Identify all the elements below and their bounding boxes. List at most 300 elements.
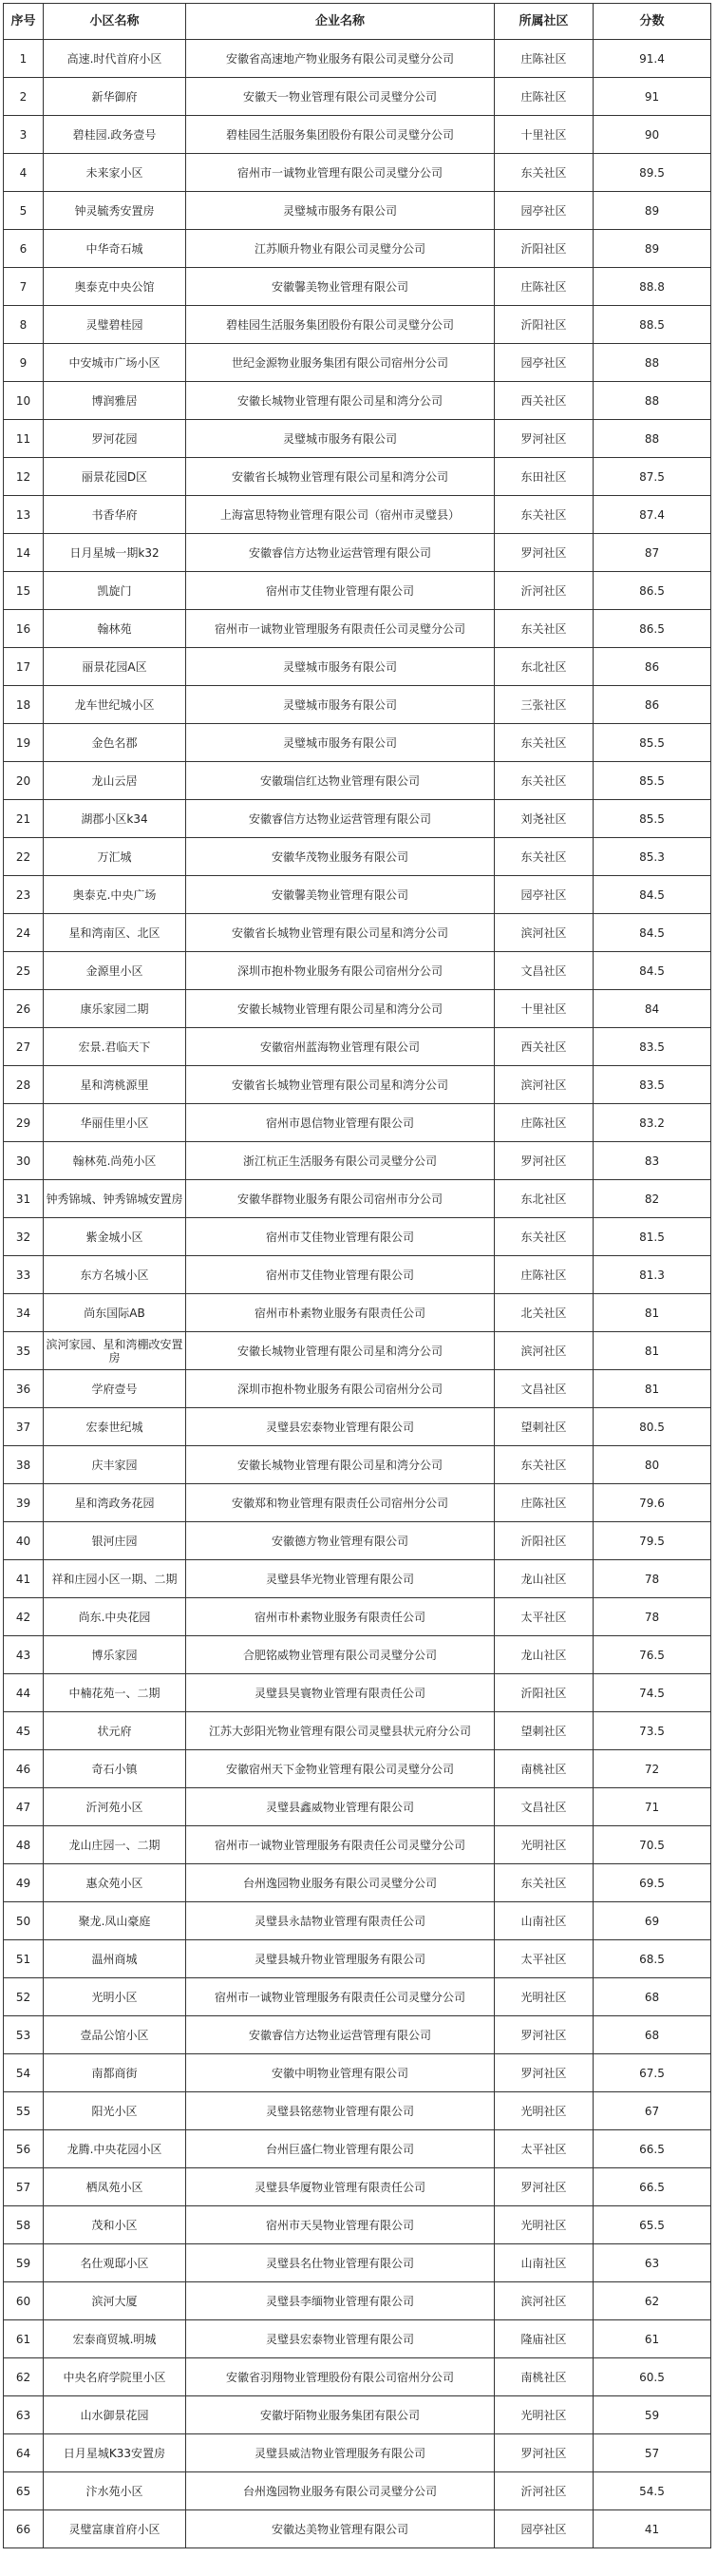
cell-index: 20 — [4, 762, 44, 800]
cell-company-name: 台州逸园物业服务有限公司灵璧分公司 — [186, 1864, 495, 1902]
cell-community-name: 康乐家园二期 — [44, 990, 186, 1028]
cell-district: 罗河社区 — [495, 534, 594, 572]
cell-company-name: 宿州市艾佳物业管理有限公司 — [186, 1218, 495, 1256]
cell-score: 66.5 — [594, 2130, 711, 2168]
table-row — [4, 268, 711, 306]
cell-score: 81 — [594, 1332, 711, 1370]
cell-district: 庄陈社区 — [495, 1256, 594, 1294]
cell-index: 22 — [4, 838, 44, 876]
cell-district: 光明社区 — [495, 1978, 594, 2016]
table-row — [4, 686, 711, 724]
cell-community-name: 日月星城K33安置房 — [44, 2434, 186, 2472]
table-row — [4, 192, 711, 230]
cell-district: 光明社区 — [495, 2206, 594, 2244]
cell-company-name: 碧桂园生活服务集团股份有限公司灵璧分公司 — [186, 306, 495, 344]
cell-company-name: 灵璧城市服务有限公司 — [186, 192, 495, 230]
cell-index: 66 — [4, 2510, 44, 2548]
cell-community-name: 新华御府 — [44, 78, 186, 116]
cell-index: 9 — [4, 344, 44, 382]
score-table-container — [3, 3, 710, 2548]
cell-index: 15 — [4, 572, 44, 610]
table-row — [4, 344, 711, 382]
cell-company-name: 灵璧县昊寰物业管理有限责任公司 — [186, 1674, 495, 1712]
cell-district: 沂阳社区 — [495, 1522, 594, 1560]
cell-score: 76.5 — [594, 1636, 711, 1674]
cell-score: 90 — [594, 116, 711, 154]
cell-index: 35 — [4, 1332, 44, 1370]
table-header-row — [4, 4, 711, 40]
cell-score: 81 — [594, 1294, 711, 1332]
cell-index: 56 — [4, 2130, 44, 2168]
cell-community-name: 庆丰家园 — [44, 1446, 186, 1484]
cell-district: 南桃社区 — [495, 1750, 594, 1788]
cell-index: 51 — [4, 1940, 44, 1978]
cell-index: 23 — [4, 876, 44, 914]
cell-index: 14 — [4, 534, 44, 572]
cell-district: 罗河社区 — [495, 2168, 594, 2206]
table-row — [4, 724, 711, 762]
cell-district: 太平社区 — [495, 2130, 594, 2168]
cell-index: 32 — [4, 1218, 44, 1256]
cell-community-name: 宏泰世纪城 — [44, 1408, 186, 1446]
cell-index: 25 — [4, 952, 44, 990]
cell-company-name: 安徽馨美物业管理有限公司 — [186, 268, 495, 306]
cell-community-name: 龙车世纪城小区 — [44, 686, 186, 724]
cell-community-name: 尚东国际AB — [44, 1294, 186, 1332]
cell-company-name: 宿州市天昊物业管理有限公司 — [186, 2206, 495, 2244]
cell-district: 东关社区 — [495, 154, 594, 192]
table-row — [4, 1522, 711, 1560]
table-row — [4, 1332, 711, 1370]
cell-community-name: 龙山庄园一、二期 — [44, 1826, 186, 1864]
cell-community-name: 金色名郡 — [44, 724, 186, 762]
cell-district: 园亭社区 — [495, 876, 594, 914]
table-row — [4, 1978, 711, 2016]
cell-score: 66.5 — [594, 2168, 711, 2206]
cell-index: 64 — [4, 2434, 44, 2472]
cell-company-name: 安徽省高速地产物业服务有限公司灵璧分公司 — [186, 40, 495, 78]
cell-district: 太平社区 — [495, 1598, 594, 1636]
cell-index: 39 — [4, 1484, 44, 1522]
cell-community-name: 星和湾南区、北区 — [44, 914, 186, 952]
cell-company-name: 世纪金源物业服务集团有限公司宿州分公司 — [186, 344, 495, 382]
cell-score: 85.5 — [594, 800, 711, 838]
cell-score: 85.5 — [594, 762, 711, 800]
cell-district: 罗河社区 — [495, 1142, 594, 1180]
cell-score: 61 — [594, 2320, 711, 2358]
cell-district: 东关社区 — [495, 496, 594, 534]
cell-district: 罗河社区 — [495, 2016, 594, 2054]
cell-company-name: 安徽达美物业管理有限公司 — [186, 2510, 495, 2548]
cell-score: 71 — [594, 1788, 711, 1826]
cell-score: 41 — [594, 2510, 711, 2548]
cell-community-name: 钟秀锦城、钟秀锦城安置房 — [44, 1180, 186, 1218]
cell-district: 龙山社区 — [495, 1636, 594, 1674]
cell-community-name: 金源里小区 — [44, 952, 186, 990]
table-row — [4, 534, 711, 572]
cell-company-name: 碧桂园生活服务集团股份有限公司灵璧分公司 — [186, 116, 495, 154]
table-row — [4, 1826, 711, 1864]
cell-community-name: 中央名府学院里小区 — [44, 2358, 186, 2396]
cell-community-name: 栖凤苑小区 — [44, 2168, 186, 2206]
table-row — [4, 1142, 711, 1180]
cell-index: 52 — [4, 1978, 44, 2016]
cell-score: 83.2 — [594, 1104, 711, 1142]
cell-community-name: 星和湾政务花园 — [44, 1484, 186, 1522]
cell-community-name: 奥泰克.中央广场 — [44, 876, 186, 914]
cell-index: 4 — [4, 154, 44, 192]
cell-community-name: 壹品公馆小区 — [44, 2016, 186, 2054]
property-score-table — [3, 3, 711, 2548]
cell-score: 84.5 — [594, 914, 711, 952]
cell-district: 光明社区 — [495, 2396, 594, 2434]
cell-score: 74.5 — [594, 1674, 711, 1712]
cell-index: 3 — [4, 116, 44, 154]
table-row — [4, 1218, 711, 1256]
cell-index: 55 — [4, 2092, 44, 2130]
header-community-name: 小区名称 — [44, 4, 186, 40]
cell-community-name: 中安城市广场小区 — [44, 344, 186, 382]
cell-company-name: 灵璧县宏泰物业管理有限公司 — [186, 1408, 495, 1446]
cell-index: 13 — [4, 496, 44, 534]
cell-community-name: 奥泰克中央公馆 — [44, 268, 186, 306]
cell-district: 庄陈社区 — [495, 40, 594, 78]
cell-company-name: 安徽长城物业管理有限公司星和湾分公司 — [186, 990, 495, 1028]
cell-company-name: 灵璧县城升物业管理服务有限公司 — [186, 1940, 495, 1978]
cell-index: 26 — [4, 990, 44, 1028]
table-row — [4, 382, 711, 420]
cell-community-name: 丽景花园A区 — [44, 648, 186, 686]
table-row — [4, 2434, 711, 2472]
cell-community-name: 宏景.君临天下 — [44, 1028, 186, 1066]
cell-district: 东关社区 — [495, 838, 594, 876]
cell-index: 40 — [4, 1522, 44, 1560]
cell-index: 43 — [4, 1636, 44, 1674]
table-row — [4, 1598, 711, 1636]
cell-index: 60 — [4, 2282, 44, 2320]
table-row — [4, 1066, 711, 1104]
cell-district: 沂阳社区 — [495, 1674, 594, 1712]
cell-community-name: 丽景花园D区 — [44, 458, 186, 496]
cell-index: 44 — [4, 1674, 44, 1712]
cell-community-name: 日月星城一期k32 — [44, 534, 186, 572]
cell-company-name: 灵璧县名仕物业管理有限公司 — [186, 2244, 495, 2282]
cell-company-name: 安徽天一物业管理有限公司灵璧分公司 — [186, 78, 495, 116]
cell-company-name: 深圳市抱朴物业服务有限公司宿州分公司 — [186, 1370, 495, 1408]
cell-index: 65 — [4, 2472, 44, 2510]
cell-index: 33 — [4, 1256, 44, 1294]
cell-index: 16 — [4, 610, 44, 648]
cell-company-name: 灵璧县李缅物业管理有限公司 — [186, 2282, 495, 2320]
cell-score: 84.5 — [594, 876, 711, 914]
cell-district: 罗河社区 — [495, 2054, 594, 2092]
cell-company-name: 安徽省长城物业管理有限公司星和湾分公司 — [186, 458, 495, 496]
cell-district: 西关社区 — [495, 382, 594, 420]
cell-community-name: 罗河花园 — [44, 420, 186, 458]
table-row — [4, 1788, 711, 1826]
header-district: 所属社区 — [495, 4, 594, 40]
cell-index: 48 — [4, 1826, 44, 1864]
cell-company-name: 灵璧城市服务有限公司 — [186, 648, 495, 686]
cell-score: 68.5 — [594, 1940, 711, 1978]
cell-district: 庄陈社区 — [495, 268, 594, 306]
cell-index: 45 — [4, 1712, 44, 1750]
cell-company-name: 安徽华茂物业服务有限公司 — [186, 838, 495, 876]
table-row — [4, 1408, 711, 1446]
cell-company-name: 安徽睿信方达物业运营管理有限公司 — [186, 800, 495, 838]
cell-score: 62 — [594, 2282, 711, 2320]
cell-company-name: 灵璧县永喆物业管理有限责任公司 — [186, 1902, 495, 1940]
cell-company-name: 合肥铭威物业管理有限公司灵璧分公司 — [186, 1636, 495, 1674]
cell-index: 62 — [4, 2358, 44, 2396]
cell-score: 67.5 — [594, 2054, 711, 2092]
table-row — [4, 610, 711, 648]
cell-community-name: 博润雅居 — [44, 382, 186, 420]
cell-community-name: 书香华府 — [44, 496, 186, 534]
cell-district: 东北社区 — [495, 648, 594, 686]
cell-district: 滨河社区 — [495, 914, 594, 952]
cell-company-name: 深圳市抱朴物业服务有限公司宿州分公司 — [186, 952, 495, 990]
table-row — [4, 116, 711, 154]
cell-district: 文昌社区 — [495, 1370, 594, 1408]
cell-score: 60.5 — [594, 2358, 711, 2396]
cell-score: 89 — [594, 230, 711, 268]
cell-district: 文昌社区 — [495, 1788, 594, 1826]
table-row — [4, 2396, 711, 2434]
cell-index: 61 — [4, 2320, 44, 2358]
table-body — [4, 40, 711, 2548]
cell-index: 6 — [4, 230, 44, 268]
cell-district: 滨河社区 — [495, 1066, 594, 1104]
cell-district: 庄陈社区 — [495, 1104, 594, 1142]
cell-index: 8 — [4, 306, 44, 344]
table-row — [4, 2320, 711, 2358]
cell-district: 十里社区 — [495, 990, 594, 1028]
cell-community-name: 沂河苑小区 — [44, 1788, 186, 1826]
cell-company-name: 安徽中明物业管理有限公司 — [186, 2054, 495, 2092]
cell-district: 东关社区 — [495, 1864, 594, 1902]
table-row — [4, 1294, 711, 1332]
table-row — [4, 1104, 711, 1142]
cell-district: 光明社区 — [495, 1826, 594, 1864]
cell-company-name: 宿州市恩信物业管理有限公司 — [186, 1104, 495, 1142]
cell-score: 73.5 — [594, 1712, 711, 1750]
cell-district: 罗河社区 — [495, 2434, 594, 2472]
cell-index: 29 — [4, 1104, 44, 1142]
table-row — [4, 154, 711, 192]
cell-score: 68 — [594, 1978, 711, 2016]
table-row — [4, 1256, 711, 1294]
table-row — [4, 2168, 711, 2206]
table-row — [4, 40, 711, 78]
cell-score: 72 — [594, 1750, 711, 1788]
cell-company-name: 宿州市一诚物业管理服务有限责任公司灵璧分公司 — [186, 1978, 495, 2016]
cell-company-name: 灵璧县华光物业管理有限公司 — [186, 1560, 495, 1598]
cell-score: 54.5 — [594, 2472, 711, 2510]
cell-score: 83.5 — [594, 1028, 711, 1066]
cell-index: 24 — [4, 914, 44, 952]
cell-score: 87.5 — [594, 458, 711, 496]
cell-company-name: 灵璧县华厦物业管理有限责任公司 — [186, 2168, 495, 2206]
cell-company-name: 灵璧城市服务有限公司 — [186, 686, 495, 724]
cell-index: 10 — [4, 382, 44, 420]
table-row — [4, 1902, 711, 1940]
cell-community-name: 滨河大厦 — [44, 2282, 186, 2320]
cell-district: 南桃社区 — [495, 2358, 594, 2396]
cell-index: 18 — [4, 686, 44, 724]
cell-district: 东田社区 — [495, 458, 594, 496]
table-row — [4, 1674, 711, 1712]
cell-community-name: 银河庄园 — [44, 1522, 186, 1560]
cell-index: 27 — [4, 1028, 44, 1066]
cell-index: 57 — [4, 2168, 44, 2206]
table-row — [4, 496, 711, 534]
cell-community-name: 紫金城小区 — [44, 1218, 186, 1256]
cell-community-name: 星和湾桃源里 — [44, 1066, 186, 1104]
cell-company-name: 台州逸园物业服务有限公司灵璧分公司 — [186, 2472, 495, 2510]
cell-score: 86.5 — [594, 572, 711, 610]
table-row — [4, 914, 711, 952]
cell-community-name: 宏泰商贸城.明城 — [44, 2320, 186, 2358]
cell-score: 69 — [594, 1902, 711, 1940]
cell-score: 57 — [594, 2434, 711, 2472]
cell-company-name: 宿州市朴素物业服务有限责任公司 — [186, 1294, 495, 1332]
cell-company-name: 安徽长城物业管理有限公司星和湾分公司 — [186, 382, 495, 420]
table-row — [4, 2358, 711, 2396]
cell-community-name: 万汇城 — [44, 838, 186, 876]
cell-district: 太平社区 — [495, 1940, 594, 1978]
table-row — [4, 2016, 711, 2054]
cell-community-name: 祥和庄园小区一期、二期 — [44, 1560, 186, 1598]
cell-score: 89 — [594, 192, 711, 230]
table-row — [4, 762, 711, 800]
cell-community-name: 光明小区 — [44, 1978, 186, 2016]
cell-score: 69.5 — [594, 1864, 711, 1902]
cell-company-name: 灵璧县威洁物业管理服务有限公司 — [186, 2434, 495, 2472]
cell-score: 89.5 — [594, 154, 711, 192]
cell-district: 东关社区 — [495, 724, 594, 762]
cell-company-name: 安徽圩陌物业服务集团有限公司 — [186, 2396, 495, 2434]
table-row — [4, 1636, 711, 1674]
cell-company-name: 宿州市一诚物业管理服务有限责任公司灵璧分公司 — [186, 610, 495, 648]
table-row — [4, 876, 711, 914]
cell-score: 63 — [594, 2244, 711, 2282]
table-row — [4, 648, 711, 686]
table-row — [4, 2092, 711, 2130]
cell-index: 42 — [4, 1598, 44, 1636]
table-row — [4, 2054, 711, 2092]
cell-community-name: 尚东.中央花园 — [44, 1598, 186, 1636]
table-row — [4, 1940, 711, 1978]
cell-district: 园亭社区 — [495, 344, 594, 382]
cell-community-name: 东方名城小区 — [44, 1256, 186, 1294]
cell-district: 园亭社区 — [495, 192, 594, 230]
table-row — [4, 1560, 711, 1598]
cell-score: 67 — [594, 2092, 711, 2130]
cell-community-name: 翰林苑.尚苑小区 — [44, 1142, 186, 1180]
cell-company-name: 安徽睿信方达物业运营管理有限公司 — [186, 534, 495, 572]
cell-district: 东关社区 — [495, 1218, 594, 1256]
cell-score: 88.8 — [594, 268, 711, 306]
table-row — [4, 990, 711, 1028]
cell-district: 东关社区 — [495, 762, 594, 800]
cell-score: 88 — [594, 344, 711, 382]
table-row — [4, 420, 711, 458]
cell-district: 沂河社区 — [495, 572, 594, 610]
cell-company-name: 安徽长城物业管理有限公司星和湾分公司 — [186, 1446, 495, 1484]
cell-company-name: 江苏大彭阳光物业管理有限公司灵璧县状元府分公司 — [186, 1712, 495, 1750]
cell-score: 87 — [594, 534, 711, 572]
cell-index: 47 — [4, 1788, 44, 1826]
cell-district: 庄陈社区 — [495, 78, 594, 116]
table-row — [4, 306, 711, 344]
cell-district: 北关社区 — [495, 1294, 594, 1332]
cell-score: 86 — [594, 648, 711, 686]
cell-district: 三张社区 — [495, 686, 594, 724]
cell-community-name: 中华奇石城 — [44, 230, 186, 268]
table-row — [4, 1484, 711, 1522]
cell-score: 65.5 — [594, 2206, 711, 2244]
header-index: 序号 — [4, 4, 44, 40]
cell-index: 30 — [4, 1142, 44, 1180]
cell-index: 1 — [4, 40, 44, 78]
cell-company-name: 宿州市一诚物业管理服务有限责任公司灵璧分公司 — [186, 1826, 495, 1864]
cell-score: 83 — [594, 1142, 711, 1180]
table-row — [4, 1370, 711, 1408]
table-row — [4, 572, 711, 610]
cell-score: 84 — [594, 990, 711, 1028]
cell-score: 59 — [594, 2396, 711, 2434]
cell-company-name: 江苏顺升物业有限公司灵璧分公司 — [186, 230, 495, 268]
table-row — [4, 1028, 711, 1066]
table-row — [4, 800, 711, 838]
cell-company-name: 台州巨盛仁物业管理有限公司 — [186, 2130, 495, 2168]
cell-company-name: 安徽省长城物业管理有限公司星和湾分公司 — [186, 1066, 495, 1104]
cell-community-name: 学府壹号 — [44, 1370, 186, 1408]
cell-community-name: 名仕观邸小区 — [44, 2244, 186, 2282]
cell-score: 86.5 — [594, 610, 711, 648]
table-row — [4, 838, 711, 876]
cell-district: 望刺社区 — [495, 1408, 594, 1446]
cell-index: 37 — [4, 1408, 44, 1446]
cell-community-name: 博乐家园 — [44, 1636, 186, 1674]
cell-community-name: 山水御景花园 — [44, 2396, 186, 2434]
cell-index: 63 — [4, 2396, 44, 2434]
cell-company-name: 上海富思特物业管理有限公司（宿州市灵璧县） — [186, 496, 495, 534]
cell-company-name: 灵璧城市服务有限公司 — [186, 724, 495, 762]
cell-district: 沂阳社区 — [495, 230, 594, 268]
cell-score: 88 — [594, 420, 711, 458]
cell-index: 11 — [4, 420, 44, 458]
cell-index: 5 — [4, 192, 44, 230]
cell-score: 91.4 — [594, 40, 711, 78]
cell-district: 滨河社区 — [495, 1332, 594, 1370]
cell-index: 36 — [4, 1370, 44, 1408]
cell-community-name: 华丽佳里小区 — [44, 1104, 186, 1142]
cell-company-name: 安徽睿信方达物业运营管理有限公司 — [186, 2016, 495, 2054]
cell-district: 山南社区 — [495, 1902, 594, 1940]
cell-community-name: 湖郡小区k34 — [44, 800, 186, 838]
cell-company-name: 灵璧县鑫威物业管理有限公司 — [186, 1788, 495, 1826]
cell-company-name: 安徽郑和物业管理有限责任公司宿州分公司 — [186, 1484, 495, 1522]
cell-community-name: 高速.时代首府小区 — [44, 40, 186, 78]
cell-score: 81 — [594, 1370, 711, 1408]
cell-district: 园亭社区 — [495, 2510, 594, 2548]
cell-company-name: 安徽馨美物业管理有限公司 — [186, 876, 495, 914]
cell-district: 刘尧社区 — [495, 800, 594, 838]
cell-company-name: 灵璧县宏泰物业管理有限公司 — [186, 2320, 495, 2358]
table-row — [4, 2472, 711, 2510]
